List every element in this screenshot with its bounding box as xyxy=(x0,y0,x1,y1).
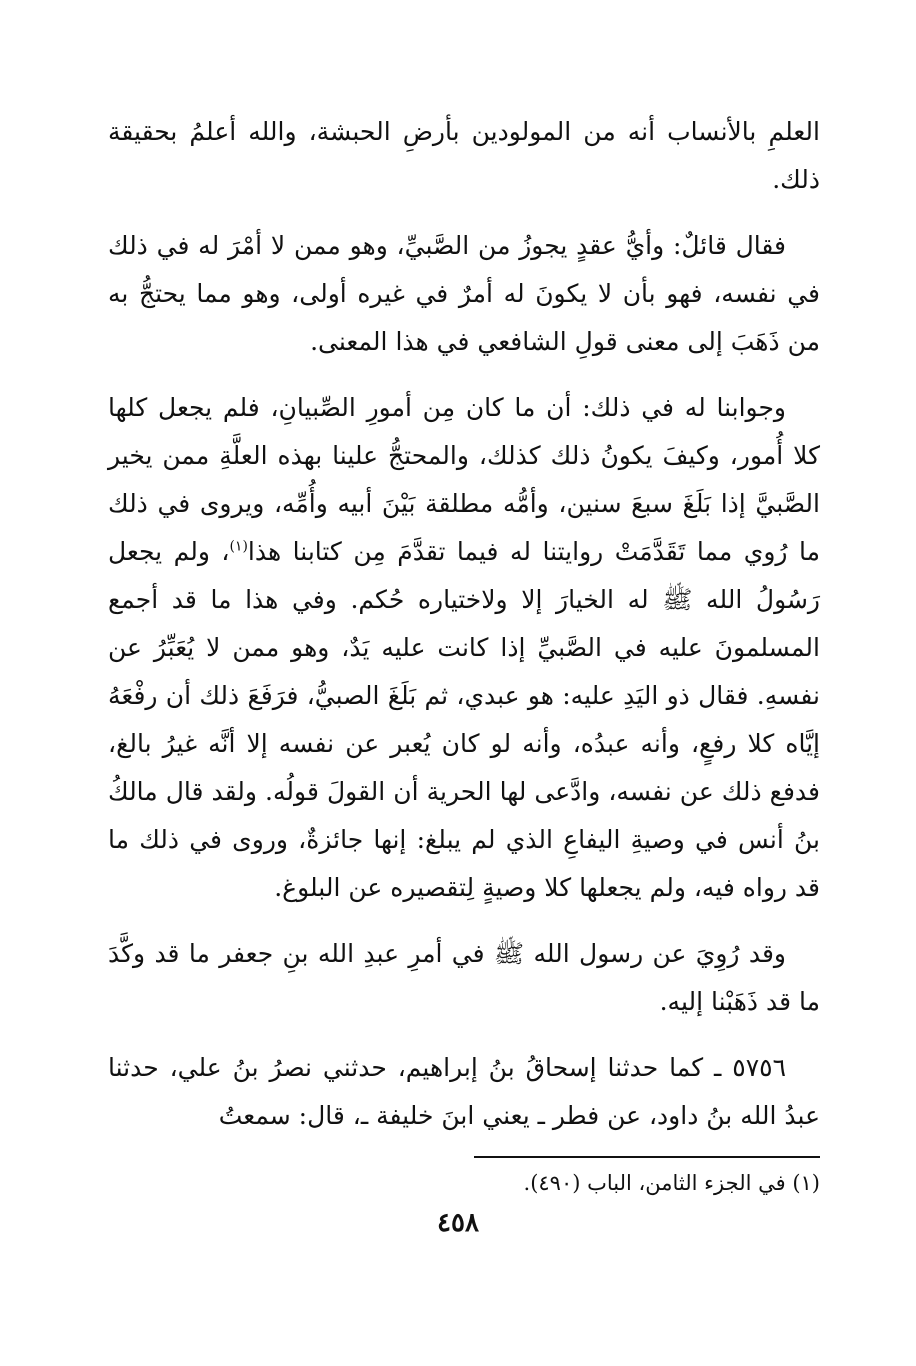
paragraph-3 xyxy=(108,384,820,912)
paragraph-5-text: ٥٧٥٦ ـ كما حدثنا إسحاقُ بنُ إبراهيم، حدثني نصرُ بنُ علي، حدثنا عبدُ الله بنُ داود، عن فطر ـ يعني ابنَ خليفة ـ، قال: سمعتُ xyxy=(108,1053,820,1130)
paragraph-4-text: وقد رُوِيَ عن رسول الله ﷺ في أمرِ عبدِ الله بنِ جعفر ما قد وكَّدَ ما قد ذَهَبْنا إليه. xyxy=(108,939,820,1016)
paragraph-1 xyxy=(108,108,820,204)
footnote: (١) في الجزء الثامن، الباب (٤٩٠). xyxy=(523,1171,820,1195)
page-number: ٤٥٨ xyxy=(437,1208,479,1238)
paragraph-4 xyxy=(108,930,820,1026)
paragraph-3-text-a: وجوابنا له في ذلك: أن ما كان مِن أمورِ الصِّبيانِ، فلم يجعل كلها كلا أُمور، وكيفَ يكونُ ذلك كذلك، والمحتجُّ علينا بهذه العلَّةِ ممن يخير الصَّبيَّ إذا بَلَغَ سبعَ سنين، وأمُّه مطلقة بَيْنَ أبيه وأُمِّه، ويروى في ذلك ما رُوي مما تَقَدَّمَتْ روايتنا له فيما تقدَّمَ مِن كتابنا هذا xyxy=(108,393,820,566)
paragraph-2-text: فقال قائلٌ: وأيُّ عقدٍ يجوزُ من الصَّبيِّ، وهو ممن لا أمْرَ له في ذلك في نفسه، فهو بأن لا يكونَ له أمرٌ في غيره أولى، وهو مما يحتجُّ به من ذَهَبَ إلى معنى قولِ الشافعي في هذا المعنى. xyxy=(108,231,820,356)
paragraph-2 xyxy=(108,222,820,366)
paragraph-3-text-b: ، ولم يجعل رَسُولُ الله ﷺ له الخيارَ إلا ولاختياره حُكم. وفي هذا ما قد أجمع المسلمونَ عليه في الصَّبيِّ إذا كانت عليه يَدٌ، وهو ممن لا يُعَبِّرُ عن نفسهِ. فقال ذو اليَدِ عليه: هو عبدي، ثم بَلَغَ الصبيُّ، فرَفَعَ ذلك أن رفْعَهُ إيَّاه كلا رفعٍ، وأنه عبدُه، وأنه لو كان يُعبر عن نفسه إلا أنَّه غيرُ بالغ، فدفع ذلك عن نفسه، وادَّعى لها الحرية أن القولَ قولُه. ولقد قال مالكُ بنُ أنس في وصيةِ اليفاعِ الذي لم يبلغ: إنها جائزةٌ، وروى في ذلك ما قد رواه فيه، ولم يجعلها كلا وصيةٍ لِتقصيره عن البلوغ. xyxy=(108,537,820,902)
footnote-divider xyxy=(474,1156,820,1158)
footnote-reference: (١) xyxy=(229,538,248,555)
page-body xyxy=(108,108,820,1158)
paragraph-1-text: العلمِ بالأنساب أنه من المولودين بأرضِ الحبشة، والله أعلمُ بحقيقة ذلك. xyxy=(108,117,820,194)
paragraph-5 xyxy=(108,1044,820,1140)
